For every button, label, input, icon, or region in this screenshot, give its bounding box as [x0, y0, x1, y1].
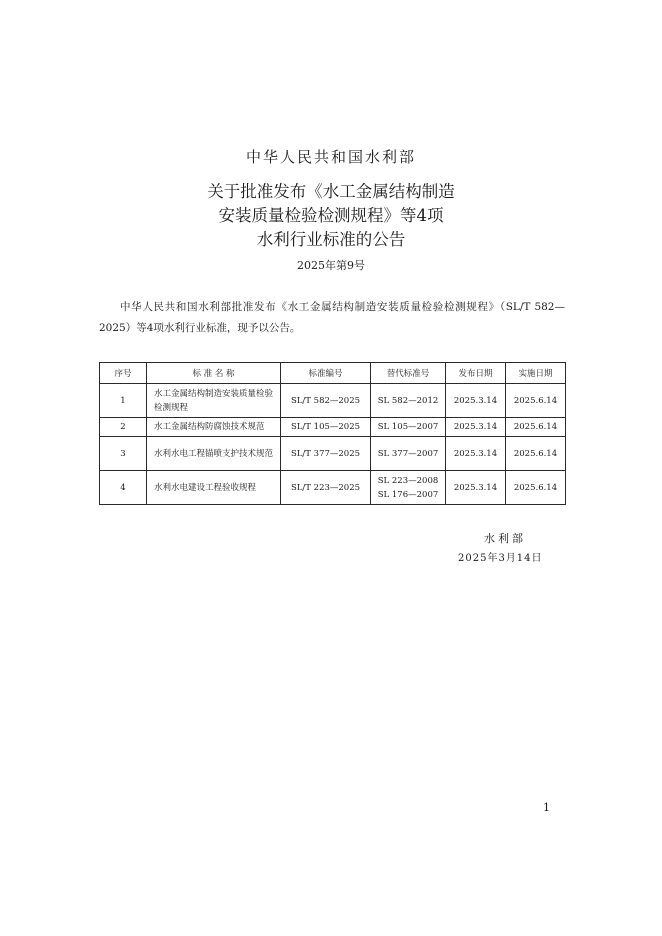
row-number: 2 — [100, 418, 147, 437]
column-header: 标 准 名 称 — [147, 363, 281, 384]
standard-name: 水利水电工程锚喷支护技术规范 — [147, 437, 281, 471]
signing-organization: 水利部 — [484, 532, 526, 545]
issue-date: 2025.3.14 — [446, 437, 506, 471]
standard-code: SL/T 582—2025 — [281, 384, 371, 418]
column-header: 序号 — [100, 363, 147, 384]
title-line: 水利行业标准的公告 — [256, 230, 406, 249]
column-header: 标准编号 — [281, 363, 371, 384]
column-header: 替代标准号 — [371, 363, 446, 384]
title-line: 关于批准发布《水工金属结构制造 — [207, 182, 455, 201]
standards-table — [99, 362, 566, 505]
signing-date: 2025年3月14日 — [458, 553, 543, 564]
standard-name: 水利水电建设工程验收规程 — [147, 471, 281, 505]
effective-date: 2025.6.14 — [506, 384, 566, 418]
announcement-body: 中华人民共和国水利部批准发布《水工金属结构制造安装质量检验检测规程》（SL/T 582—2025）等4项水利行业标准，现予以公告。 — [99, 301, 565, 334]
effective-date: 2025.6.14 — [506, 471, 566, 505]
issue-date: 2025.3.14 — [446, 384, 506, 418]
table-row — [100, 418, 566, 437]
standard-code: SL/T 377—2025 — [281, 437, 371, 471]
title-line: 安装质量检验检测规程》等4项 — [218, 206, 444, 225]
replaced-standard: SL 582—2012 — [371, 384, 446, 418]
issue-date: 2025.3.14 — [446, 471, 506, 505]
standard-code: SL/T 223—2025 — [281, 471, 371, 505]
issuer-name: 中华人民共和国水利部 — [245, 148, 416, 166]
document-number: 2025年第9号 — [297, 259, 365, 272]
replaced-standards — [371, 471, 446, 505]
standard-name: 水工金属结构制造安装质量检验检测规程 — [147, 384, 281, 418]
column-header: 实施日期 — [506, 363, 566, 384]
table-row — [100, 437, 566, 471]
replaced-standard: SL 176—2007 — [377, 489, 439, 500]
standard-name: 水工金属结构防腐蚀技术规范 — [147, 418, 281, 437]
table-row — [100, 384, 566, 418]
effective-date: 2025.6.14 — [506, 437, 566, 471]
column-header: 发布日期 — [446, 363, 506, 384]
row-number: 3 — [100, 437, 147, 471]
replaced-standard: SL 223—2008 — [377, 475, 439, 486]
effective-date: 2025.6.14 — [506, 418, 566, 437]
table-row — [100, 471, 566, 505]
table-header-row — [100, 363, 566, 384]
page-number: 1 — [543, 801, 550, 814]
standard-code: SL/T 105—2025 — [281, 418, 371, 437]
issue-date: 2025.3.14 — [446, 418, 506, 437]
row-number: 4 — [100, 471, 147, 505]
announcement-title — [0, 180, 662, 252]
replaced-standard: SL 105—2007 — [371, 418, 446, 437]
replaced-standard: SL 377—2007 — [371, 437, 446, 471]
row-number: 1 — [100, 384, 147, 418]
